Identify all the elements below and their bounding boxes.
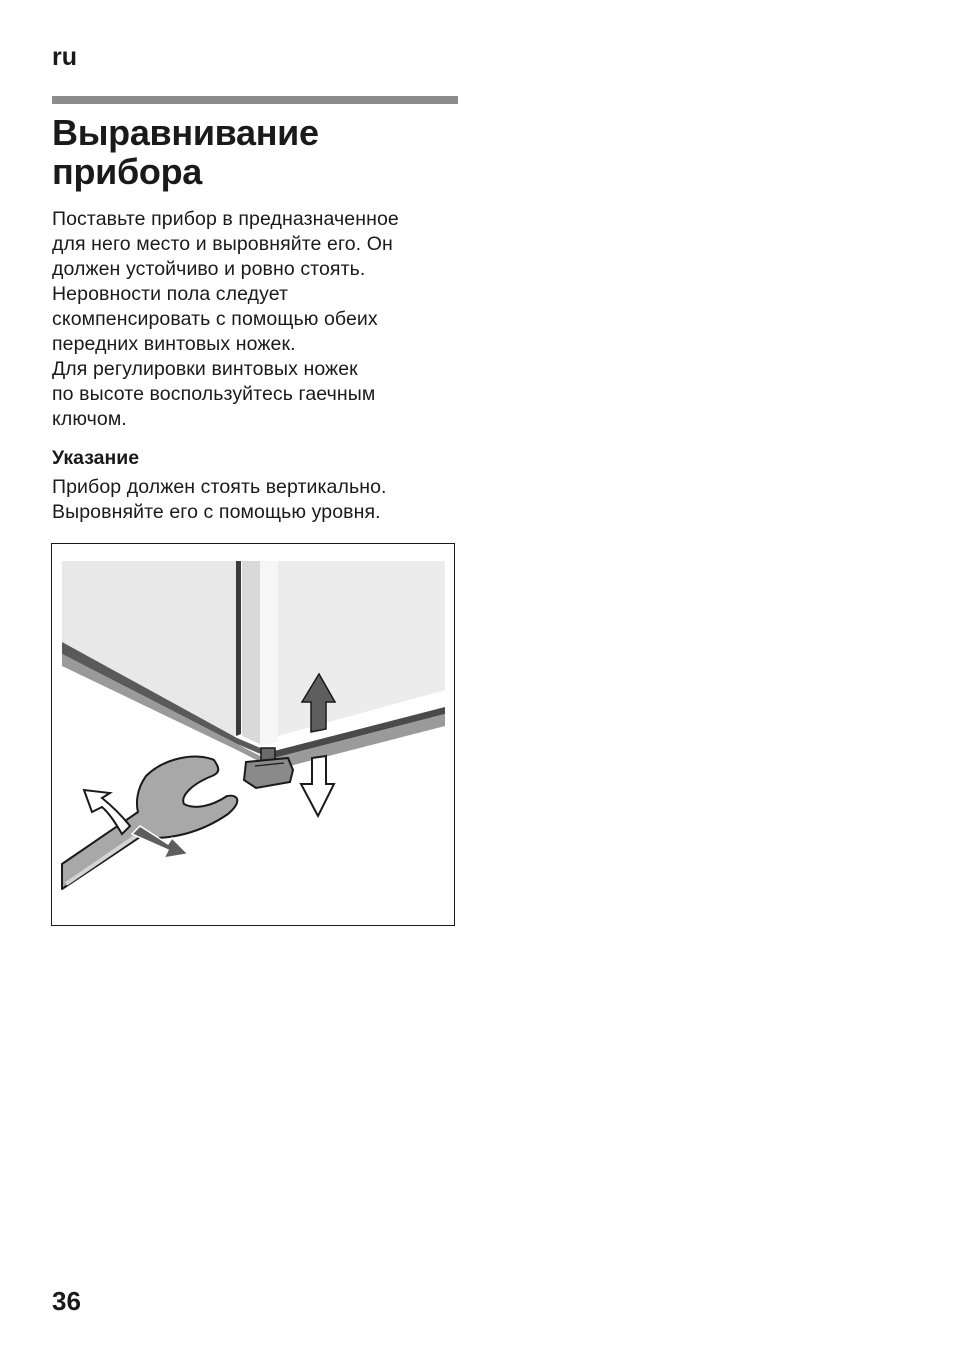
instruction-line: передних винтовых ножек. <box>52 333 296 355</box>
appliance-door-strip <box>242 561 260 744</box>
section-title-line-1: Выравнивание <box>52 112 319 153</box>
instruction-line: скомпенсировать с помощью обеих <box>52 308 378 330</box>
section-title <box>52 113 319 191</box>
appliance-left-panel <box>62 561 237 737</box>
appliance-door-edge <box>236 561 241 736</box>
instruction-line: для него место и выровняйте его. Он <box>52 233 393 255</box>
note-paragraph <box>52 475 387 525</box>
language-code: ru <box>52 43 77 71</box>
section-title-line-2: прибора <box>52 151 203 192</box>
instruction-line: ключом. <box>52 408 127 430</box>
instruction-line: Поставьте прибор в предназначенное <box>52 208 399 230</box>
note-line: Выровняйте его с помощью уровня. <box>52 501 381 523</box>
leveling-illustration <box>51 543 455 926</box>
instruction-paragraph <box>52 207 472 432</box>
arrow-down-icon <box>301 756 334 816</box>
appliance-corner <box>260 561 278 746</box>
wrench-icon <box>62 757 237 889</box>
instruction-line: по высоте воспользуйтесь гаечным <box>52 383 376 405</box>
note-line: Прибор должен стоять вертикально. <box>52 476 387 498</box>
note-heading: Указание <box>52 447 140 469</box>
rotate-arrow-icon <box>84 790 130 834</box>
instruction-line: Для регулировки винтовых ножек <box>52 358 358 380</box>
appliance-right-panel <box>278 561 445 736</box>
section-divider <box>52 96 458 104</box>
instruction-line: Неровности пола следует <box>52 283 289 305</box>
page-number: 36 <box>52 1286 81 1316</box>
instruction-line: должен устойчиво и ровно стоять. <box>52 258 366 280</box>
